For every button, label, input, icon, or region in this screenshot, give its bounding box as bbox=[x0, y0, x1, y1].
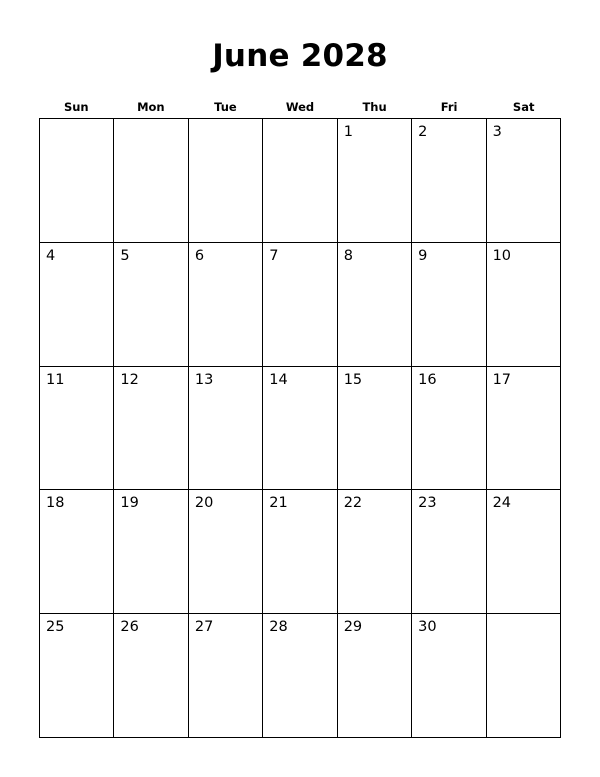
day-cell bbox=[189, 119, 263, 243]
day-number: 4 bbox=[46, 247, 56, 264]
day-number: 25 bbox=[46, 619, 65, 636]
day-cell bbox=[338, 119, 412, 243]
day-number: 28 bbox=[269, 619, 288, 636]
day-number: 1 bbox=[343, 124, 353, 140]
weekday-sat: Sat bbox=[512, 100, 535, 114]
day-number: 7 bbox=[269, 247, 279, 264]
day-number: 16 bbox=[418, 371, 437, 388]
day-number: 27 bbox=[194, 619, 214, 636]
day-number: 29 bbox=[343, 619, 363, 636]
day-cell bbox=[114, 490, 188, 614]
day-cell bbox=[487, 614, 561, 738]
day-cell bbox=[189, 367, 263, 491]
day-number: 5 bbox=[120, 247, 130, 264]
day-number: 19 bbox=[120, 495, 139, 512]
day-number: 3 bbox=[492, 124, 502, 140]
day-number: 30 bbox=[418, 619, 437, 636]
day-number: 14 bbox=[269, 371, 288, 388]
day-cell bbox=[114, 614, 188, 738]
day-cell bbox=[263, 490, 337, 614]
day-cell bbox=[412, 119, 486, 243]
day-cell bbox=[263, 243, 337, 367]
weekday-tue: Tue bbox=[214, 100, 237, 114]
weekday-header-row bbox=[39, 99, 561, 115]
day-number: 22 bbox=[343, 495, 363, 512]
day-number: 10 bbox=[492, 247, 512, 264]
day-cell bbox=[412, 243, 486, 367]
day-number: 8 bbox=[343, 247, 353, 264]
day-number: 6 bbox=[194, 247, 205, 264]
day-cell bbox=[263, 119, 337, 243]
weekday-wed: Wed bbox=[285, 100, 315, 114]
day-cell bbox=[263, 614, 337, 738]
day-number: 24 bbox=[492, 495, 512, 512]
day-cell bbox=[412, 367, 486, 491]
calendar-title: June 2028 bbox=[212, 38, 388, 74]
day-cell bbox=[40, 490, 114, 614]
day-cell bbox=[338, 614, 412, 738]
day-cell bbox=[40, 614, 114, 738]
day-number: 2 bbox=[418, 124, 428, 140]
day-cell bbox=[114, 367, 188, 491]
day-number: 13 bbox=[194, 371, 214, 388]
day-number: 26 bbox=[120, 619, 139, 636]
day-cell bbox=[338, 490, 412, 614]
day-number: 15 bbox=[343, 371, 363, 388]
day-number: 17 bbox=[492, 371, 512, 388]
day-cell bbox=[40, 243, 114, 367]
day-cell bbox=[412, 614, 486, 738]
day-number: 9 bbox=[418, 247, 428, 264]
day-number: 12 bbox=[120, 371, 139, 388]
day-cell bbox=[189, 490, 263, 614]
day-cell bbox=[338, 243, 412, 367]
day-cell bbox=[40, 367, 114, 491]
weekday-thu: Thu bbox=[362, 100, 387, 114]
day-cell bbox=[412, 490, 486, 614]
day-cell bbox=[338, 367, 412, 491]
day-cell bbox=[487, 119, 561, 243]
day-cell bbox=[189, 614, 263, 738]
day-number: 23 bbox=[418, 495, 437, 512]
weekday-mon: Mon bbox=[137, 100, 165, 114]
day-cell bbox=[263, 367, 337, 491]
day-cell bbox=[114, 119, 188, 243]
day-cell bbox=[40, 119, 114, 243]
weekday-fri: Fri bbox=[440, 100, 458, 114]
day-cell bbox=[487, 490, 561, 614]
day-number: 18 bbox=[46, 495, 65, 512]
day-cell bbox=[487, 243, 561, 367]
calendar-grid bbox=[39, 118, 561, 738]
day-number: 20 bbox=[194, 495, 214, 512]
day-cell bbox=[189, 243, 263, 367]
weekday-sun: Sun bbox=[63, 100, 89, 114]
day-number: 21 bbox=[269, 495, 288, 512]
day-cell bbox=[114, 243, 188, 367]
day-cell bbox=[487, 367, 561, 491]
day-number: 11 bbox=[46, 371, 65, 388]
